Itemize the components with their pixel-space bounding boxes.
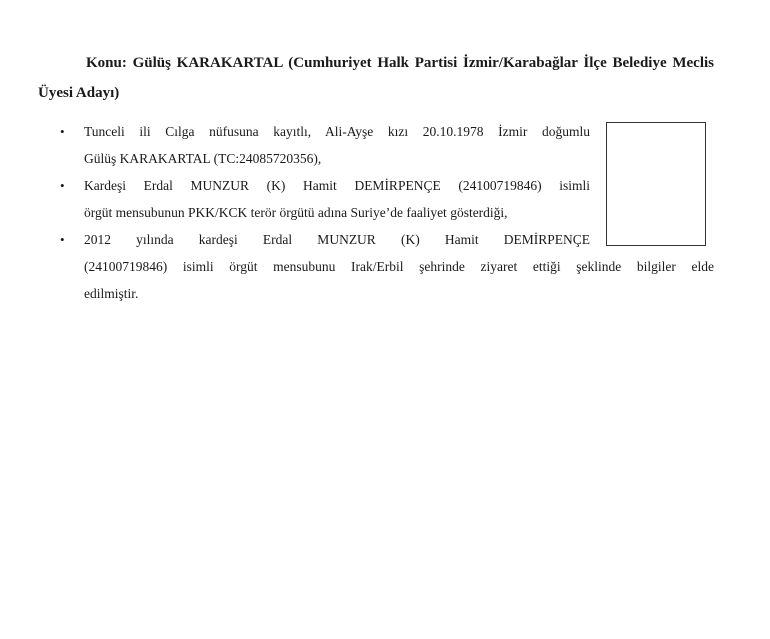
subject-text: Gülüş KARAKARTAL (Cumhuriyet Halk Partisi İzmir/Karabağlar İlçe Belediye Meclis Üyesi Adayı)	[38, 55, 715, 101]
subject-heading	[38, 48, 714, 108]
bullet-2-line-1: • Kardeşi Erdal MUNZUR (K) Hamit DEMİRPENÇE (24100719846) isimli	[84, 178, 590, 193]
bullet-item-2	[60, 172, 714, 226]
bullet-2-line-2: örgüt mensubunun PKK/KCK terör örgütü adına Suriye’de faaliyet gösterdiği,	[84, 205, 508, 220]
bullet-3-line-2: (24100719846) isimli örgüt mensubunu Irak/Erbil şehrinde ziyaret ettiği şeklinde bilgiler elde	[84, 259, 714, 274]
subject-label: Konu:	[86, 55, 127, 71]
bullet-3-line-3: edilmiştir.	[84, 286, 139, 301]
bullet-1-line-1: • Tunceli ili Cılga nüfusuna kayıtlı, Ali-Ayşe kızı 20.10.1978 İzmir doğumlu	[84, 124, 590, 139]
bullet-3-line-1: • 2012 yılında kardeşi Erdal MUNZUR (K) Hamit DEMİRPENÇE	[84, 232, 590, 247]
bullet-item-3	[60, 226, 714, 307]
bullet-list	[60, 118, 714, 307]
bullet-1-line-2: Gülüş KARAKARTAL (TC:24085720356),	[84, 151, 322, 166]
bullet-item-1	[60, 118, 714, 172]
